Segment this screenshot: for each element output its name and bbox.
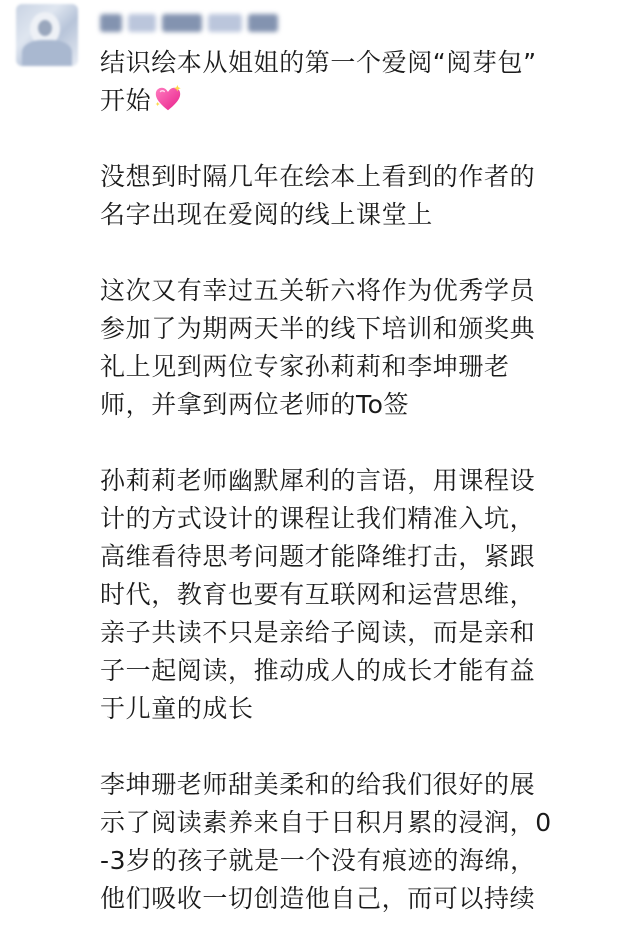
paragraph-2 (100, 158, 620, 234)
text-line: 这次又有幸过五关斩六将作为优秀学员 (100, 276, 536, 305)
text-line: 于儿童的成长 (100, 694, 254, 723)
sparkling-heart-icon (153, 84, 183, 114)
paragraph-5 (100, 766, 620, 918)
text-line: 计的方式设计的课程让我们精准入坑， (100, 504, 536, 533)
paragraph-4 (100, 462, 620, 728)
text-line: 李坤珊老师甜美柔和的给我们很好的展 (100, 770, 536, 799)
paragraph-1 (100, 44, 620, 120)
text-line: 结识绘本从姐姐的第一个爱阅“阅芽包” (100, 48, 537, 77)
text-line: 亲子共读不只是亲给子阅读，而是亲和 (100, 618, 536, 647)
text-line: -3岁的孩子就是一个没有痕迹的海绵， (100, 846, 536, 875)
text-line: 示了阅读素养来自于日积月累的浸润，0 (100, 808, 552, 837)
avatar[interactable] (16, 4, 78, 66)
username-obscured[interactable] (100, 8, 290, 38)
text-line: 孙莉莉老师幽默犀利的言语，用课程设 (100, 466, 536, 495)
post-text (100, 44, 620, 944)
text-line: 名字出现在爱阅的线上课堂上 (100, 200, 433, 229)
text-line: 参加了为期两天半的线下培训和颁奖典 (100, 314, 536, 343)
text-line: 师，并拿到两位老师的To签 (100, 390, 410, 419)
text-line: 礼上见到两位专家孙莉莉和李坤珊老 (100, 352, 510, 381)
text-line: 时代，教育也要有互联网和运营思维， (100, 580, 536, 609)
text-line: 开始 (100, 86, 152, 115)
text-line: 他们吸收一切创造他自己，而可以持续 (100, 884, 536, 913)
paragraph-3 (100, 272, 620, 424)
text-line: 子一起阅读，推动成人的成长才能有益 (100, 656, 536, 685)
text-line: 高维看待思考问题才能降维打击，紧跟 (100, 542, 536, 571)
text-line-with-emoji (100, 82, 620, 120)
text-line: 没想到时隔几年在绘本上看到的作者的 (100, 162, 536, 191)
